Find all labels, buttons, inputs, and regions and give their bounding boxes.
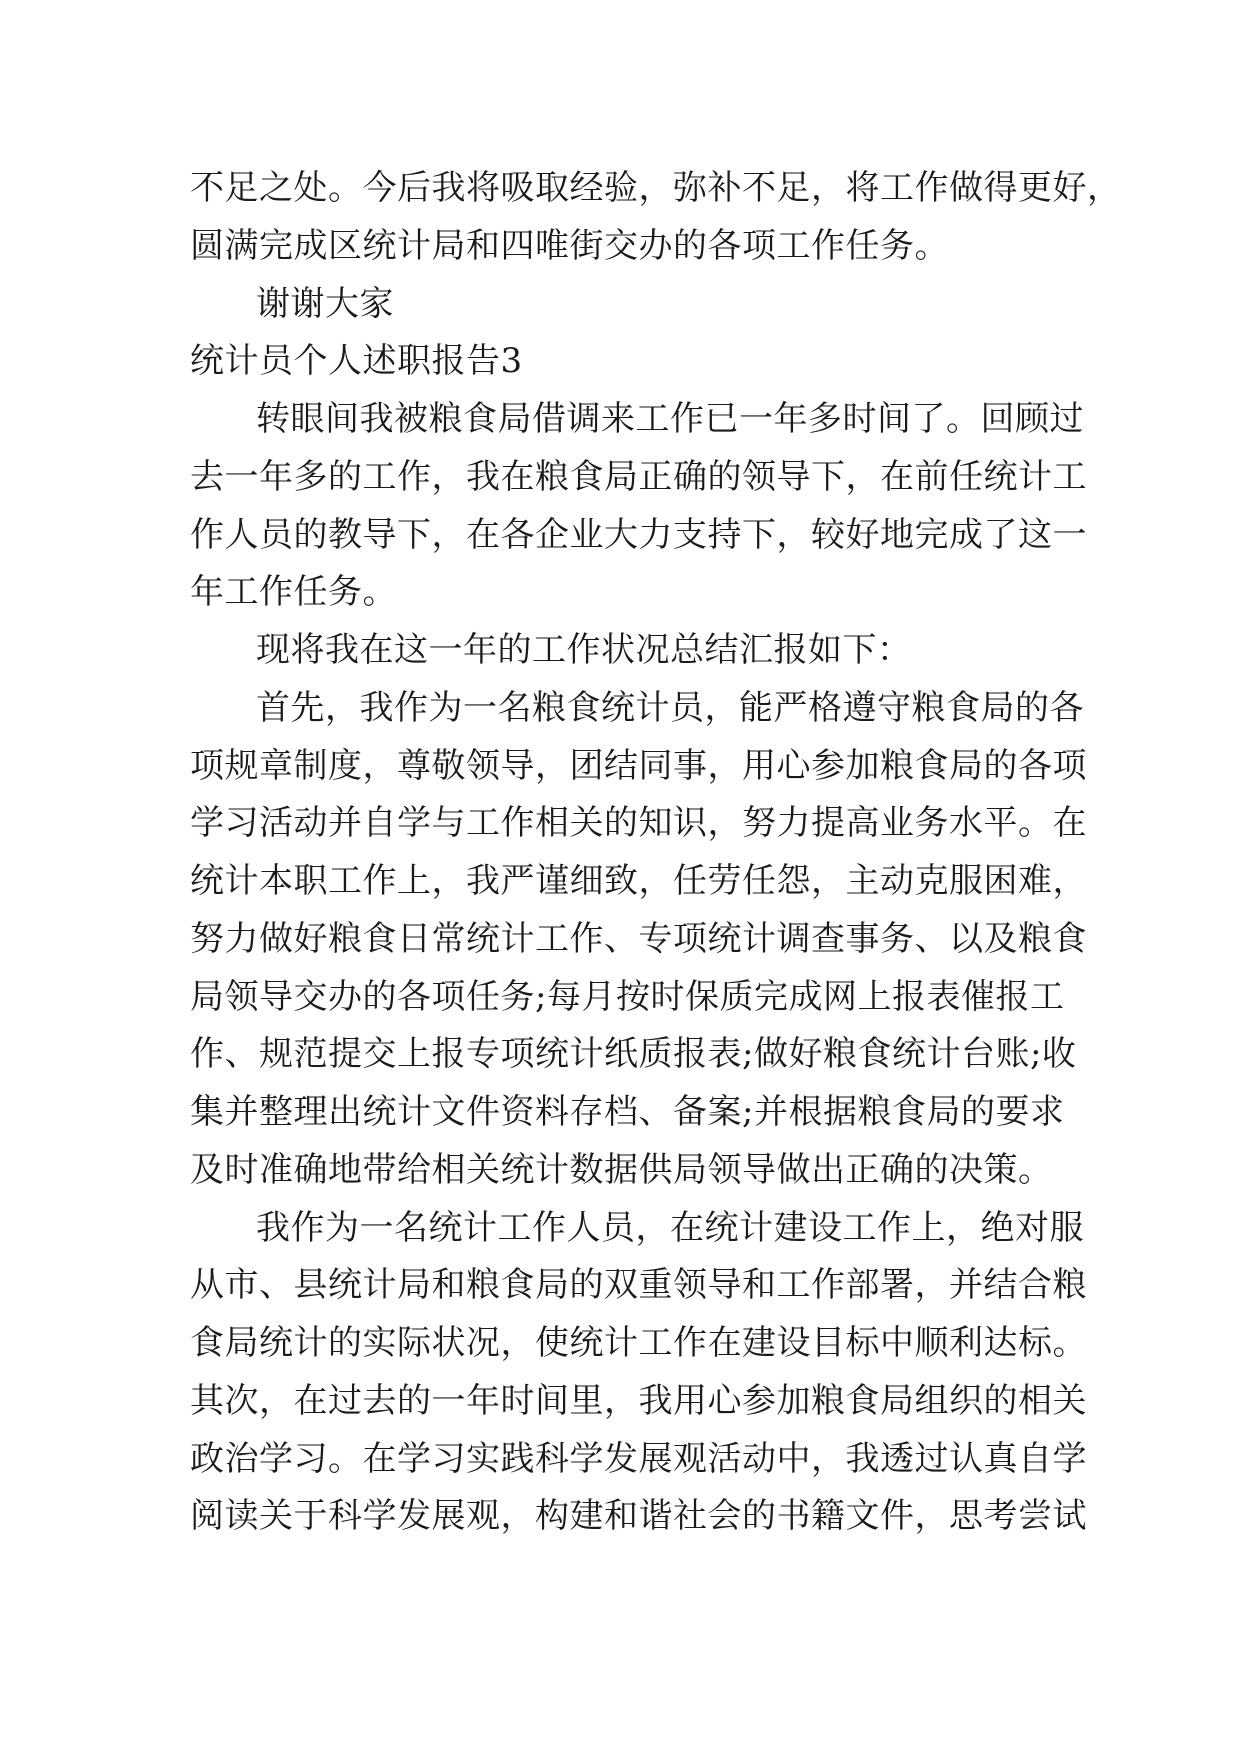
text-line: 集并整理出统计文件资料存档、备案;并根据粮食局的要求 bbox=[190, 1092, 1065, 1132]
text-line: 圆满完成区统计局和四唯街交办的各项工作任务。 bbox=[190, 226, 949, 266]
text-line: 统计本职工作上，我严谨细致，任劳任怨，主动克服困难， bbox=[190, 861, 1087, 901]
text-line: 其次，在过去的一年时间里，我用心参加粮食局组织的相关 bbox=[190, 1381, 1087, 1421]
text-line: 学习活动并自学与工作相关的知识，努力提高业务水平。在 bbox=[190, 803, 1087, 843]
closing-line: 谢谢大家 bbox=[256, 284, 394, 324]
text-line: 作人员的教导下，在各企业大力支持下，较好地完成了这一 bbox=[190, 515, 1087, 555]
text-line: 从市、县统计局和粮食局的双重领导和工作部署，并结合粮 bbox=[190, 1265, 1087, 1305]
section-heading: 统计员个人述职报告3 bbox=[190, 341, 523, 381]
text-line: 年工作任务。 bbox=[190, 572, 397, 612]
text-line: 政治学习。在学习实践科学发展观活动中，我透过认真自学 bbox=[190, 1439, 1087, 1479]
text-line: 去一年多的工作，我在粮食局正确的领导下，在前任统计工 bbox=[190, 457, 1087, 497]
text-line: 项规章制度，尊敬领导，团结同事，用心参加粮食局的各项 bbox=[190, 746, 1087, 786]
text-line: 作、规范提交上报专项统计纸质报表;做好粮食统计台账;收 bbox=[190, 1034, 1077, 1074]
text-line: 不足之处。今后我将吸取经验，弥补不足，将工作做得更好， bbox=[190, 168, 1122, 208]
text-line: 及时准确地带给相关统计数据供局领导做出正确的决策。 bbox=[190, 1150, 1053, 1190]
text-line: 努力做好粮食日常统计工作、专项统计调查事务、以及粮食 bbox=[190, 919, 1087, 959]
text-line: 阅读关于科学发展观，构建和谐社会的书籍文件，思考尝试 bbox=[190, 1496, 1087, 1536]
text-line: 转眼间我被粮食局借调来工作已一年多时间了。回顾过 bbox=[256, 399, 1084, 439]
text-line: 现将我在这一年的工作状况总结汇报如下： bbox=[256, 630, 912, 670]
text-line: 局领导交办的各项任务;每月按时保质完成网上报表催报工 bbox=[190, 977, 1065, 1017]
text-line: 首先，我作为一名粮食统计员，能严格遵守粮食局的各 bbox=[256, 688, 1084, 728]
text-line: 食局统计的实际状况，使统计工作在建设目标中顺利达标。 bbox=[190, 1323, 1087, 1363]
text-line: 我作为一名统计工作人员，在统计建设工作上，绝对服 bbox=[256, 1208, 1084, 1248]
